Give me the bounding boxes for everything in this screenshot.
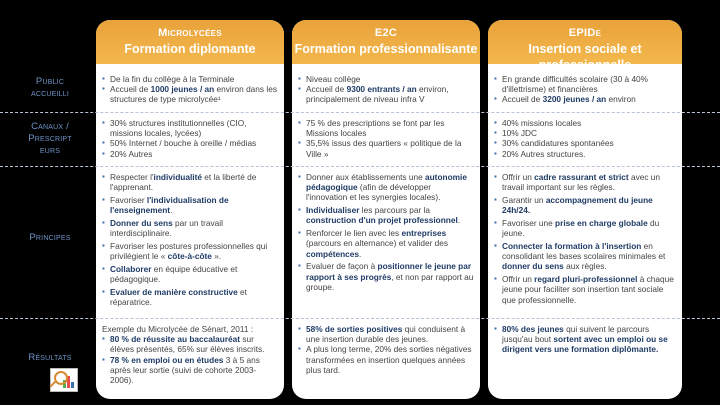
text-segment: aux règles. (563, 261, 607, 272)
list-item (494, 74, 676, 94)
list-item (102, 118, 278, 138)
text-segment: Niveau collège (306, 74, 361, 84)
cell-principes (102, 172, 278, 310)
cell-principes (494, 172, 676, 307)
column-header (488, 20, 682, 72)
list-item (298, 74, 474, 84)
text-segment: (parcours en alternance) et valider des (306, 238, 449, 249)
text-segment: Evaluer de façon à (306, 261, 378, 272)
list-item (494, 274, 676, 305)
text-segment: cadre rassurant et strict (534, 172, 629, 182)
text-segment: sur élèves présentés, 65% sur élèves inscrits. (110, 334, 265, 355)
bullet-list (298, 118, 474, 159)
list-item (494, 324, 676, 355)
list-item (102, 355, 278, 386)
list-item (298, 138, 474, 158)
text-segment: Accueil de (110, 84, 151, 95)
text-segment: , et non par rapport au groupe. (306, 271, 474, 292)
text-segment: et la liberté de l'apprenant. (110, 172, 257, 193)
text-segment: Individualiser (306, 205, 360, 216)
text-segment: En grande difficultés scolaire (30 à 40% d'illettrisme) et financières (502, 74, 649, 95)
list-item (494, 128, 676, 138)
list-item (102, 241, 278, 261)
list-item (494, 118, 676, 128)
cell-canaux (102, 118, 278, 159)
list-item (298, 261, 474, 292)
column-subtitle: Insertion sociale et professionnelle (528, 42, 642, 72)
text-segment: 35,5% issus des quartiers « politique de la Ville » (306, 138, 462, 159)
text-segment: 30% structures institutionnelles (CIO, missions locales, lycées) (110, 118, 247, 139)
bullet-list (494, 118, 676, 159)
text-segment: construction d'un projet professionnel (306, 215, 458, 226)
row-label-resultats: Résultats (28, 352, 72, 363)
text-segment: Accueil de (502, 94, 543, 105)
cell-resultats (298, 324, 474, 375)
cell-resultats (102, 324, 278, 385)
text-segment: 40% missions locales (502, 118, 582, 128)
text-segment: 20% Autres (110, 148, 153, 159)
text-segment: accompagnement du jeune 24h/24. (502, 195, 653, 216)
text-segment: 80 % de réussite au baccalauréat (110, 334, 241, 345)
row-label-public: Public accueilli (31, 76, 69, 99)
text-segment: en consolidant les bases scolaires minimales et (502, 241, 666, 262)
column-header (292, 20, 480, 64)
text-segment: Favoriser une (502, 218, 556, 228)
list-item (102, 334, 278, 354)
text-segment: 10% JDC (502, 128, 538, 139)
bullet-list (494, 324, 676, 355)
list-item (494, 94, 676, 104)
text-segment: 80% des jeunes (502, 324, 564, 334)
text-segment: Donner aux établissements une (306, 172, 425, 182)
text-segment: Favoriser les postures professionnelles qui privilégient le « (110, 241, 268, 262)
text-segment: Garantir un (502, 195, 546, 205)
text-segment: ». (211, 251, 222, 262)
list-item (102, 149, 278, 159)
text-segment: qui conduisent à une insertion durable des jeunes. (306, 324, 466, 345)
row-separator (0, 112, 720, 113)
cell-canaux (494, 118, 676, 159)
text-segment: entreprises (401, 228, 447, 239)
text-segment: environ, principalement de niveau infra V (306, 84, 449, 105)
list-item (102, 195, 278, 215)
list-item (494, 172, 676, 192)
text-segment: Respecter l' (110, 172, 154, 182)
text-segment: prise en charge globale (555, 218, 648, 228)
text-segment: côte-à-côte (167, 251, 212, 262)
list-item (298, 228, 474, 259)
text-segment: positionner le jeune par rapport à ses progrès (306, 261, 472, 282)
column-header (96, 20, 284, 64)
bullet-list (102, 118, 278, 159)
text-segment: 9300 entrants / an (346, 84, 417, 95)
column-epide (488, 20, 682, 399)
chart-magnifier-icon (50, 368, 78, 392)
text-segment: Offrir un (502, 274, 535, 285)
list-item (102, 264, 278, 284)
text-segment: les parcours par la (359, 205, 431, 216)
text-segment: l'individualisation de l'enseignement (110, 195, 229, 216)
text-segment: et réparatrice. (110, 287, 247, 308)
cell-principes (298, 172, 474, 295)
text-segment: regard pluri-professionnel (534, 274, 638, 285)
list-item (102, 218, 278, 238)
list-item (298, 84, 474, 104)
list-item (494, 195, 676, 215)
list-item (494, 241, 676, 272)
text-segment: Collaborer (110, 264, 152, 274)
cell-public (102, 74, 278, 105)
text-segment: Connecter la formation à l'insertion (502, 241, 642, 251)
bullet-list (102, 334, 278, 385)
list-item (102, 74, 278, 84)
text-segment: 20% Autres structures. (502, 148, 586, 159)
column-microlycees (96, 20, 284, 399)
text-segment: A plus long terme, 20% des sorties négatives transformées en insertion quelques années plus tard. (306, 344, 472, 375)
bullet-list (102, 74, 278, 105)
column-subtitle: Formation professionnalisante (294, 42, 478, 56)
bullet-list (298, 74, 474, 105)
cell-canaux (298, 118, 474, 159)
text-segment: environ (606, 94, 636, 105)
bullet-list (494, 172, 676, 305)
text-segment: en équipe éducative et pédagogique. (110, 264, 238, 285)
list-item (298, 344, 474, 375)
list-item (102, 84, 278, 104)
list-item (298, 172, 474, 203)
list-item (298, 324, 474, 344)
text-segment: 78 % en emploi ou en études (110, 354, 224, 365)
text-segment: 58% de sorties positives (306, 324, 403, 334)
text-segment: Donner du sens (110, 218, 173, 228)
text-segment: . (359, 248, 362, 259)
bullet-list (298, 172, 474, 292)
cell-public (494, 74, 676, 105)
text-segment: sortent avec un emploi ou se dirigent vers une formation diplômante. (502, 334, 668, 355)
list-item (298, 118, 474, 138)
list-item (102, 138, 278, 148)
row-separator (0, 166, 720, 167)
bullet-list (494, 74, 676, 105)
text-segment: autonomie pédagogique (306, 172, 467, 193)
row-label-principes: Principes (29, 232, 71, 243)
text-segment: 75 % des prescriptions se font par les Missions locales (306, 118, 445, 139)
text-segment: Favoriser (110, 195, 147, 205)
list-item (102, 172, 278, 192)
text-segment: (afin de développer l'innovation et les synergies locales). (306, 182, 441, 203)
text-segment: individualité (153, 172, 202, 182)
column-title: E2C (374, 27, 398, 39)
text-segment: du jeune. (502, 218, 660, 239)
row-separator (0, 318, 720, 319)
column-e2c (292, 20, 480, 399)
cell-public (298, 74, 474, 105)
text-segment: 3 à 5 ans après leur sortie (suivi de cohorte 2003-2006). (110, 354, 260, 386)
text-segment: Renforcer le lien avec les (306, 228, 402, 239)
text-segment: par un travail interdisciplinaire. (110, 218, 223, 239)
column-title: Microlycées (158, 27, 222, 39)
row-label-canaux: Canaux / Prescript eurs (28, 121, 72, 156)
list-item (494, 138, 676, 148)
list-item (102, 287, 278, 307)
text-segment: donner du sens (502, 261, 564, 272)
text-segment: avec un travail important sur les règles. (502, 172, 661, 193)
text-segment: Accueil de (306, 84, 347, 95)
text-segment: . (170, 205, 173, 216)
text-segment: Evaluer de manière constructive (110, 287, 238, 297)
bullet-list (102, 172, 278, 307)
text-segment: qui suivent le parcours jusqu'au bout (502, 324, 650, 345)
resultats-intro: Exemple du Microlycée de Sénart, 2011 : (102, 324, 254, 334)
text-segment: environ dans les structures de type microlycée¹ (110, 84, 277, 105)
column-subtitle: Formation diplomante (124, 42, 256, 56)
cell-resultats (494, 324, 676, 355)
text-segment: 1000 jeunes / an (150, 84, 215, 95)
text-segment: à chaque jeune pour faciliter son insertion tant sociale que professionnelle. (502, 274, 674, 305)
text-segment: 50% Internet / bouche à oreille / médias (110, 138, 257, 149)
list-item (494, 149, 676, 159)
text-segment: De la fin du collège à la Terminale (110, 74, 235, 84)
list-item (494, 218, 676, 238)
list-item (298, 205, 474, 225)
text-segment: Offrir un (502, 172, 535, 182)
text-segment: 3200 jeunes / an (542, 94, 607, 105)
bullet-list (298, 324, 474, 375)
text-segment: . (457, 215, 461, 226)
text-segment: compétences (306, 248, 360, 259)
column-title: EPIDe (568, 27, 602, 39)
text-segment: 30% candidatures spontanées (502, 138, 614, 149)
